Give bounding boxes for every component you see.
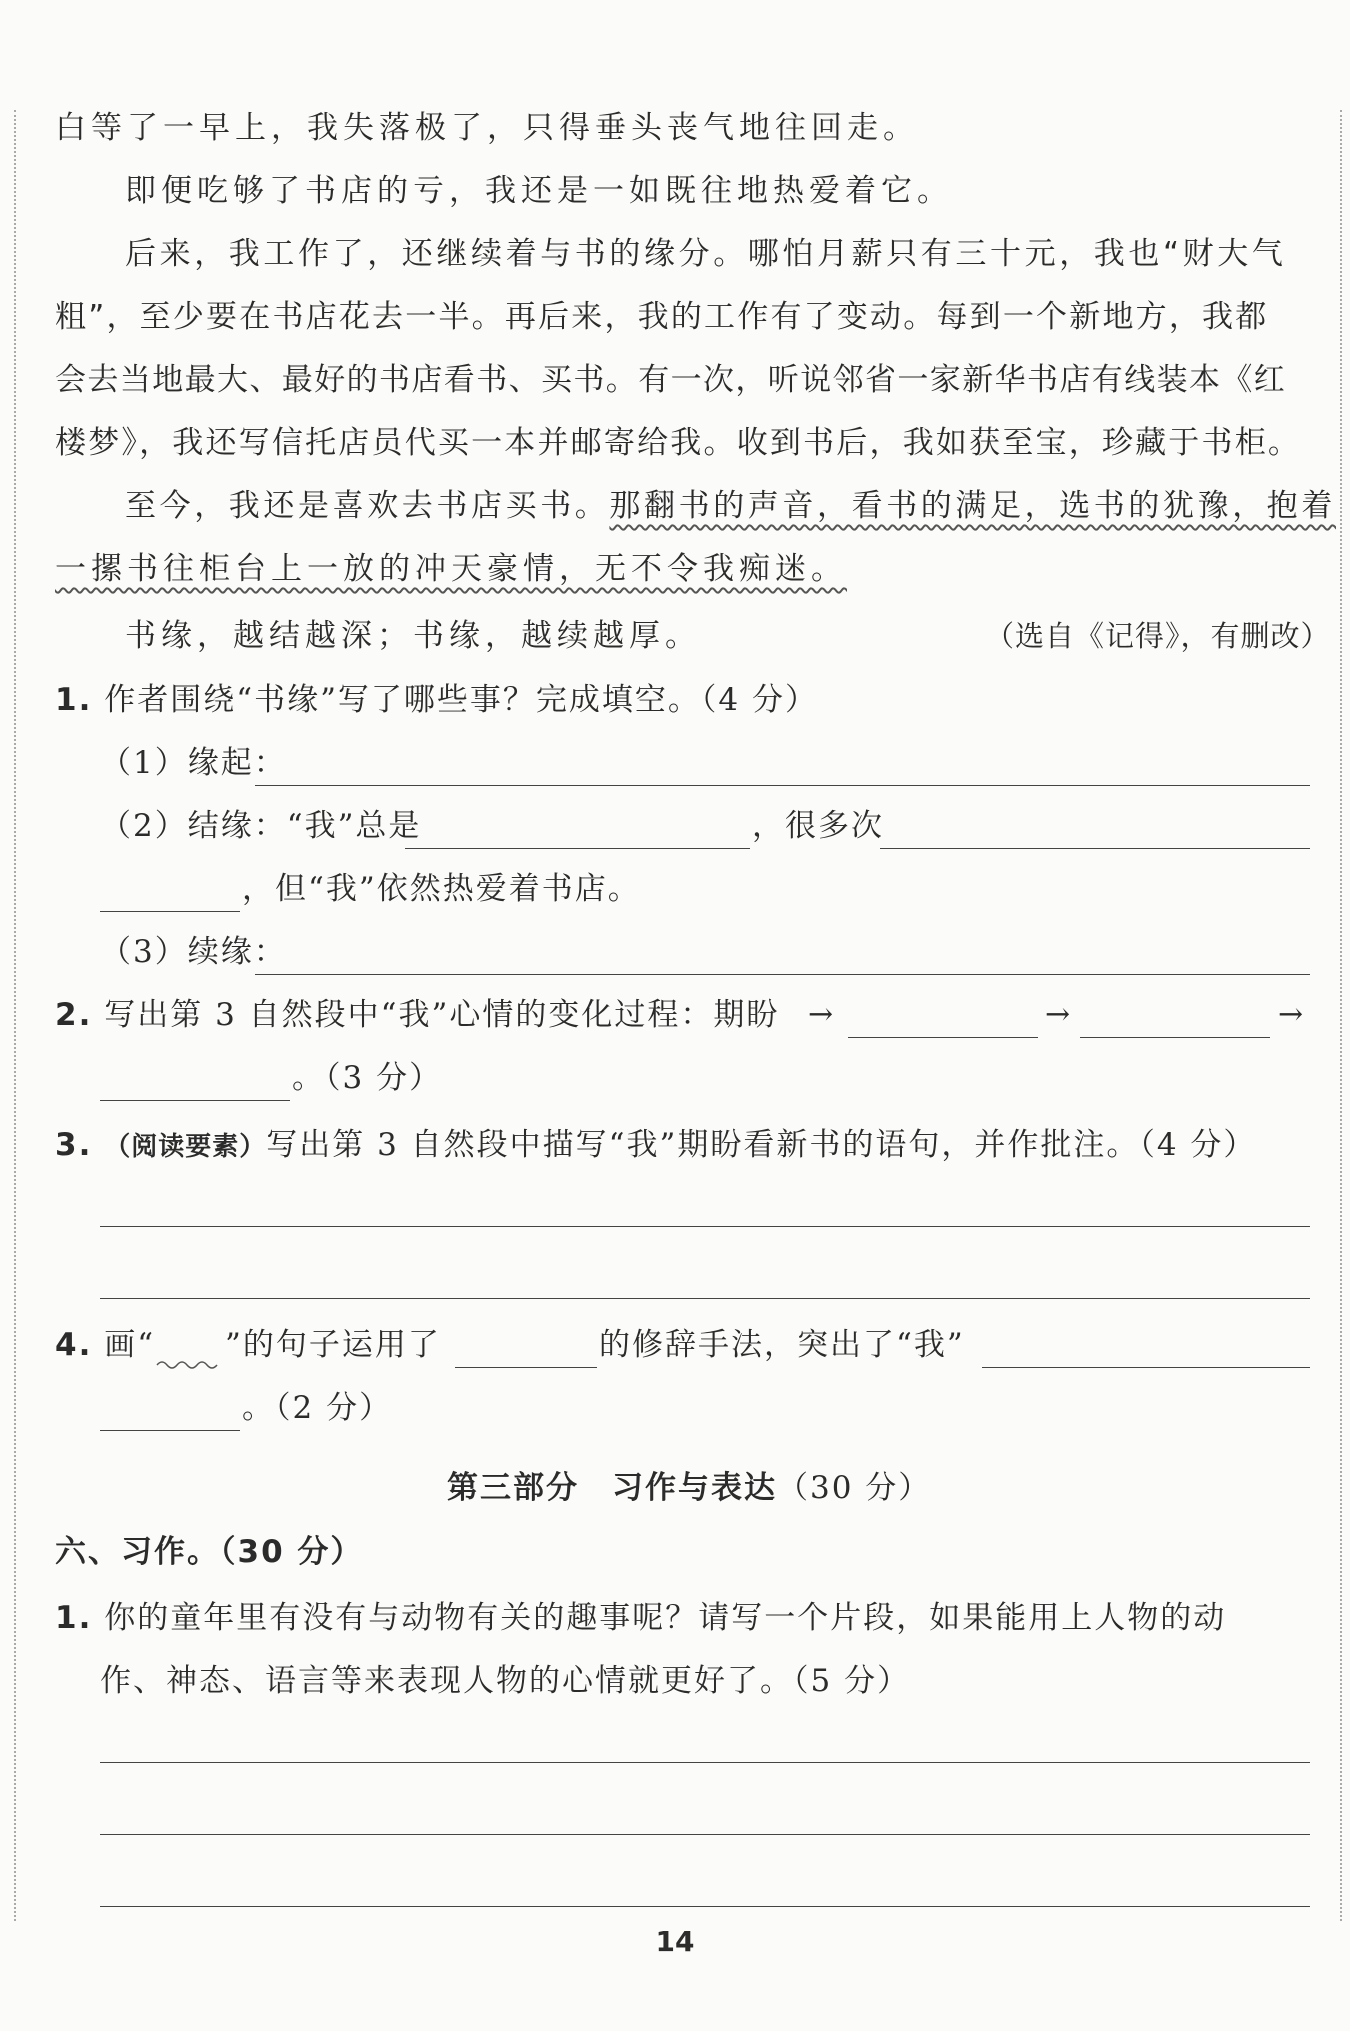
page-number: 14 bbox=[655, 1925, 695, 1958]
question-1 bbox=[55, 680, 818, 720]
question-4-text-c: 的修辞手法，突出了“我” bbox=[599, 1327, 965, 1363]
answer-blank-2a[interactable] bbox=[848, 1037, 1038, 1038]
section-6-title: 六、习作。（30 分） bbox=[55, 1534, 364, 1570]
question-1-2-middle: ，很多次 bbox=[752, 808, 884, 844]
right-binding-edge bbox=[1340, 110, 1342, 1921]
passage-line-8 bbox=[55, 549, 847, 589]
wavy-line-symbol bbox=[155, 1358, 223, 1372]
passage-line-3: 后来，我工作了，还继续着与书的缘分。哪怕月薪只有三十元，我也“财大气 bbox=[125, 236, 1287, 272]
question-2-score: 。（3 分） bbox=[292, 1060, 443, 1096]
answer-blank-1-2a[interactable] bbox=[405, 848, 750, 849]
arrow-icon-2: → bbox=[1045, 997, 1071, 1032]
passage-line-7-plain: 至今，我还是喜欢去书店买书。 bbox=[125, 488, 610, 524]
wavy-underlined-sentence-part-2: 一摞书往柜台上一放的冲天豪情，无不令我痴迷。 bbox=[55, 551, 847, 587]
passage-source: （选自《记得》，有删改） bbox=[985, 619, 1331, 653]
question-4-text-b: ”的句子运用了 bbox=[225, 1327, 441, 1363]
answer-line-3b[interactable] bbox=[100, 1298, 1310, 1299]
part-3-heading bbox=[447, 1468, 931, 1508]
question-4-text-a: 画“ bbox=[104, 1327, 156, 1363]
passage-line-4: 粗”，至少要在书店花去一半。再后来，我的工作有了变动。每到一个新地方，我都 bbox=[55, 299, 1269, 335]
answer-line-3a[interactable] bbox=[100, 1226, 1310, 1227]
question-2-text: 写出第 3 自然段中“我”心情的变化过程：期盼 bbox=[104, 997, 780, 1033]
answer-blank-1-3[interactable] bbox=[255, 974, 1310, 975]
writing-task-number: 1. bbox=[55, 1600, 93, 1636]
question-3-text: 写出第 3 自然段中描写“我”期盼看新书的语句，并作批注。（4 分） bbox=[266, 1127, 1257, 1163]
question-1-3-label: （3）续缘： bbox=[100, 934, 287, 970]
question-2 bbox=[55, 995, 779, 1035]
answer-blank-2c[interactable] bbox=[100, 1100, 290, 1101]
writing-task-line-2: 作、神态、语言等来表现人物的心情就更好了。（5 分） bbox=[100, 1663, 911, 1699]
writing-line-2[interactable] bbox=[100, 1834, 1310, 1835]
answer-blank-2b[interactable] bbox=[1080, 1037, 1270, 1038]
answer-blank-1-1[interactable] bbox=[255, 785, 1310, 786]
writing-task-1 bbox=[55, 1598, 1226, 1638]
question-1-2-label: （2）结缘：“我”总是 bbox=[100, 808, 422, 844]
passage-line-6: 楼梦》，我还写信托店员代买一本并邮寄给我。收到书后，我如获至宝，珍藏于书柜。 bbox=[55, 425, 1302, 461]
passage-line-9: 书缘，越结越深；书缘，越续越厚。 bbox=[125, 618, 701, 654]
question-4-number: 4. bbox=[55, 1327, 93, 1363]
arrow-icon-3: → bbox=[1278, 997, 1304, 1032]
left-binding-edge bbox=[14, 110, 16, 1921]
writing-line-1[interactable] bbox=[100, 1762, 1310, 1763]
writing-task-line-1: 你的童年里有没有与动物有关的趣事呢？请写一个片段，如果能用上人物的动 bbox=[104, 1600, 1227, 1636]
reading-element-tag: （阅读要素） bbox=[104, 1132, 267, 1162]
question-3 bbox=[55, 1125, 1256, 1167]
writing-line-3[interactable] bbox=[100, 1906, 1310, 1907]
question-3-number: 3. bbox=[55, 1127, 93, 1163]
question-1-1-label: （1）缘起： bbox=[100, 745, 287, 781]
passage-line-7 bbox=[125, 486, 1336, 526]
wavy-underlined-sentence-part-1: 那翻书的声音，看书的满足，选书的犹豫，抱着 bbox=[609, 488, 1337, 524]
passage-line-1: 白等了一早上，我失落极了，只得垂头丧气地往回走。 bbox=[55, 110, 919, 146]
passage-line-2: 即便吃够了书店的亏，我还是一如既往地热爱着它。 bbox=[125, 173, 953, 209]
question-4 bbox=[55, 1325, 155, 1365]
question-4-score: 。（2 分） bbox=[242, 1390, 393, 1426]
answer-blank-4a[interactable] bbox=[455, 1367, 597, 1368]
passage-line-5: 会去当地最大、最好的书店看书、买书。有一次，听说邻省一家新华书店有线装本《红 bbox=[55, 362, 1287, 398]
question-1-text: 作者围绕“书缘”写了哪些事？完成填空。（4 分） bbox=[104, 682, 818, 718]
answer-blank-4b[interactable] bbox=[982, 1367, 1310, 1368]
question-1-number: 1. bbox=[55, 682, 93, 718]
question-2-number: 2. bbox=[55, 997, 93, 1033]
question-1-2-end: ，但“我”依然热爱着书店。 bbox=[242, 871, 641, 907]
answer-blank-1-2c[interactable] bbox=[100, 911, 240, 912]
answer-blank-1-2b[interactable] bbox=[880, 848, 1310, 849]
part-3-title: 第三部分 习作与表达 bbox=[447, 1470, 777, 1506]
arrow-icon-1: → bbox=[808, 997, 834, 1032]
part-3-score: （30 分） bbox=[777, 1470, 932, 1506]
answer-blank-4c[interactable] bbox=[100, 1430, 240, 1431]
